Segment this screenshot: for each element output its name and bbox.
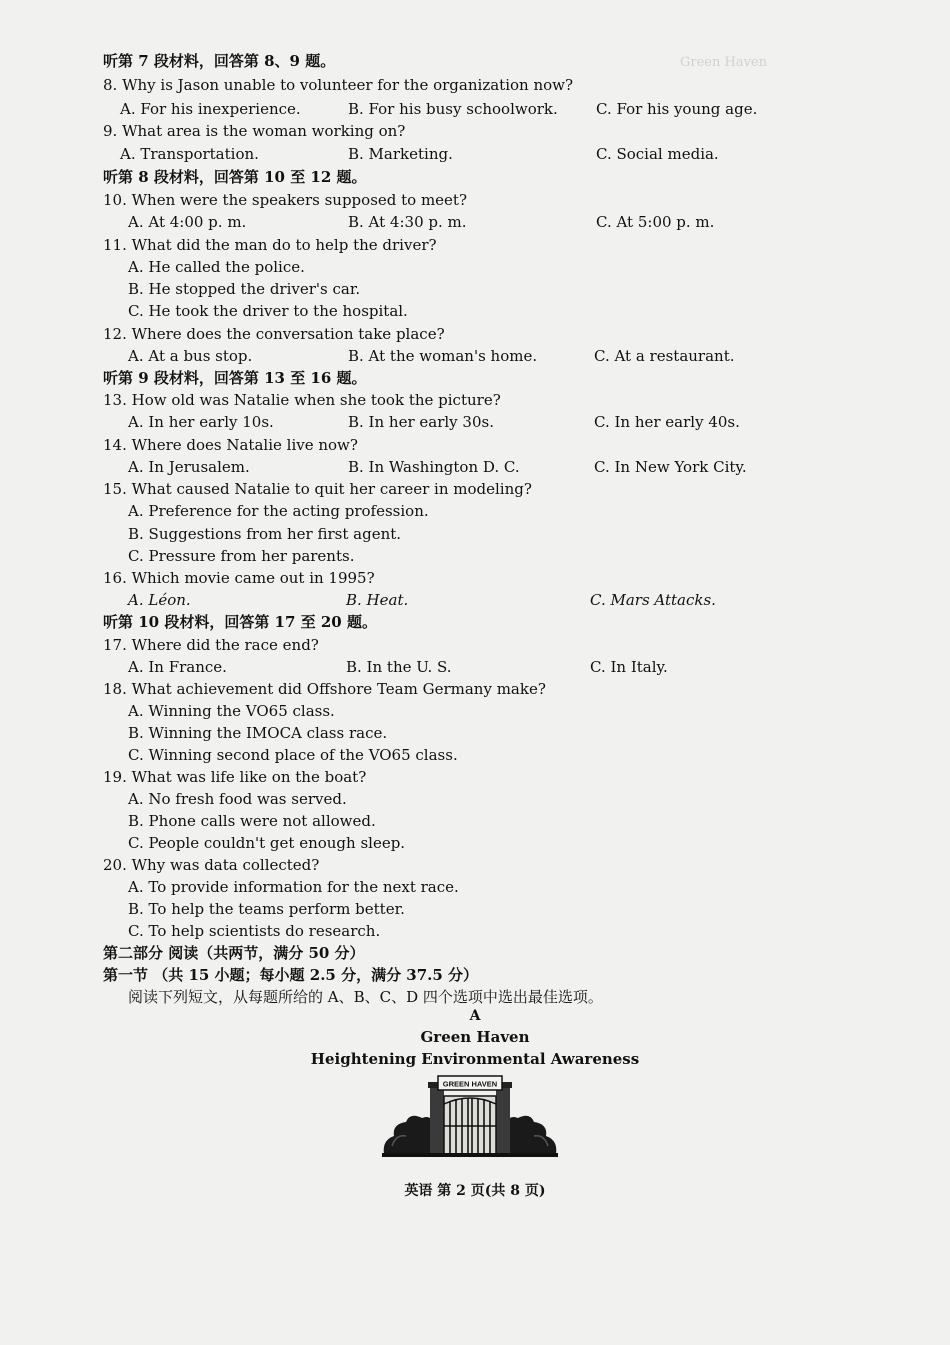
option-b: B. In her early 30s.: [348, 413, 494, 431]
option-c: C. Social media.: [596, 145, 719, 163]
question: 12. Where does the conversation take place?: [103, 325, 445, 343]
bleed-through-text: Green Haven: [680, 55, 767, 70]
option-b: B. At 4:30 p. m.: [348, 213, 467, 231]
options-row: [0, 411, 950, 433]
question: 13. How old was Natalie when she took the picture?: [103, 391, 501, 409]
passage-subtitle: Heightening Environmental Awareness: [310, 1050, 640, 1068]
options-row: [0, 345, 950, 367]
section-heading: 听第 9 段材料，回答第 13 至 16 题。: [103, 369, 367, 387]
question: 14. Where does Natalie live now?: [103, 436, 358, 454]
option-c: C. In New York City.: [594, 458, 747, 476]
option-a: A. Léon.: [128, 591, 191, 609]
option-c: C. Mars Attacks.: [590, 591, 716, 609]
option-b: B. Marketing.: [348, 145, 453, 163]
options-row: [0, 456, 950, 478]
option-b: B. Heat.: [346, 591, 409, 609]
question: 10. When were the speakers supposed to meet?: [103, 191, 468, 209]
option-c: C. In her early 40s.: [594, 413, 740, 431]
option-b: B. For his busy schoolwork.: [348, 100, 558, 118]
option-a: A. In her early 10s.: [128, 413, 274, 431]
question: 11. What did the man do to help the driver?: [103, 236, 437, 254]
option-b: B. In the U. S.: [346, 658, 452, 676]
option-a: A. For his inexperience.: [120, 100, 301, 118]
sign-text: GREEN HAVEN: [442, 1079, 498, 1089]
option-c: C. He took the driver to the hospital.: [128, 302, 408, 320]
passage-title: Green Haven: [420, 1028, 530, 1046]
options-row: [0, 589, 950, 611]
options-row: [0, 656, 950, 678]
question: 8. Why is Jason unable to volunteer for the organization now?: [103, 76, 574, 94]
option-b: B. He stopped the driver's car.: [128, 280, 361, 298]
options-row: [0, 211, 950, 233]
option-b: B. To help the teams perform better.: [128, 900, 405, 918]
green-haven-gate-illustration: [382, 1074, 558, 1162]
option-a: A. Transportation.: [120, 145, 259, 163]
option-a: A. In Jerusalem.: [128, 458, 250, 476]
section-heading: 听第 7 段材料，回答第 8、9 题。: [103, 52, 336, 70]
option-c: C. People couldn't get enough sleep.: [128, 834, 406, 852]
option-c: C. Pressure from her parents.: [128, 547, 355, 565]
option-a: A. Preference for the acting profession.: [128, 502, 429, 520]
question: 20. Why was data collected?: [103, 856, 320, 874]
option-b: B. At the woman's home.: [348, 347, 538, 365]
option-a: A. At a bus stop.: [128, 347, 253, 365]
option-a: A. In France.: [128, 658, 227, 676]
option-a: A. He called the police.: [128, 258, 305, 276]
page-footer: 英语 第 2 页(共 8 页): [404, 1183, 546, 1199]
option-c: C. At 5:00 p. m.: [596, 213, 715, 231]
options-row: [0, 98, 950, 120]
question: 17. Where did the race end?: [103, 636, 319, 654]
option-a: A. Winning the VO65 class.: [128, 702, 335, 720]
question: 18. What achievement did Offshore Team Germany make?: [103, 680, 546, 698]
question: 15. What caused Natalie to quit her career in modeling?: [103, 480, 532, 498]
section-heading: 第一节 （共 15 小题；每小题 2.5 分，满分 37.5 分）: [103, 966, 479, 984]
option-c: C. Winning second place of the VO65 class.: [128, 746, 458, 764]
option-c: C. In Italy.: [590, 658, 668, 676]
option-c: C. At a restaurant.: [594, 347, 735, 365]
option-c: C. To help scientists do research.: [128, 922, 381, 940]
passage-letter: A: [469, 1008, 481, 1024]
option-a: A. No fresh food was served.: [128, 790, 347, 808]
section-heading: 听第 8 段材料，回答第 10 至 12 题。: [103, 168, 367, 186]
question: 16. Which movie came out in 1995?: [103, 569, 375, 587]
option-b: B. Suggestions from her first agent.: [128, 525, 402, 543]
question: 19. What was life like on the boat?: [103, 768, 367, 786]
option-b: B. Phone calls were not allowed.: [128, 812, 376, 830]
option-a: A. At 4:00 p. m.: [128, 213, 247, 231]
question: 9. What area is the woman working on?: [103, 122, 406, 140]
option-b: B. In Washington D. C.: [348, 458, 520, 476]
option-c: C. For his young age.: [596, 100, 758, 118]
options-row: [0, 143, 950, 165]
part-heading: 第二部分 阅读（共两节，满分 50 分）: [103, 944, 365, 962]
option-a: A. To provide information for the next race.: [128, 878, 459, 896]
option-b: B. Winning the IMOCA class race.: [128, 724, 388, 742]
instruction: 阅读下列短文，从每题所给的 A、B、C、D 四个选项中选出最佳选项。: [128, 988, 603, 1006]
section-heading: 听第 10 段材料，回答第 17 至 20 题。: [103, 613, 377, 631]
